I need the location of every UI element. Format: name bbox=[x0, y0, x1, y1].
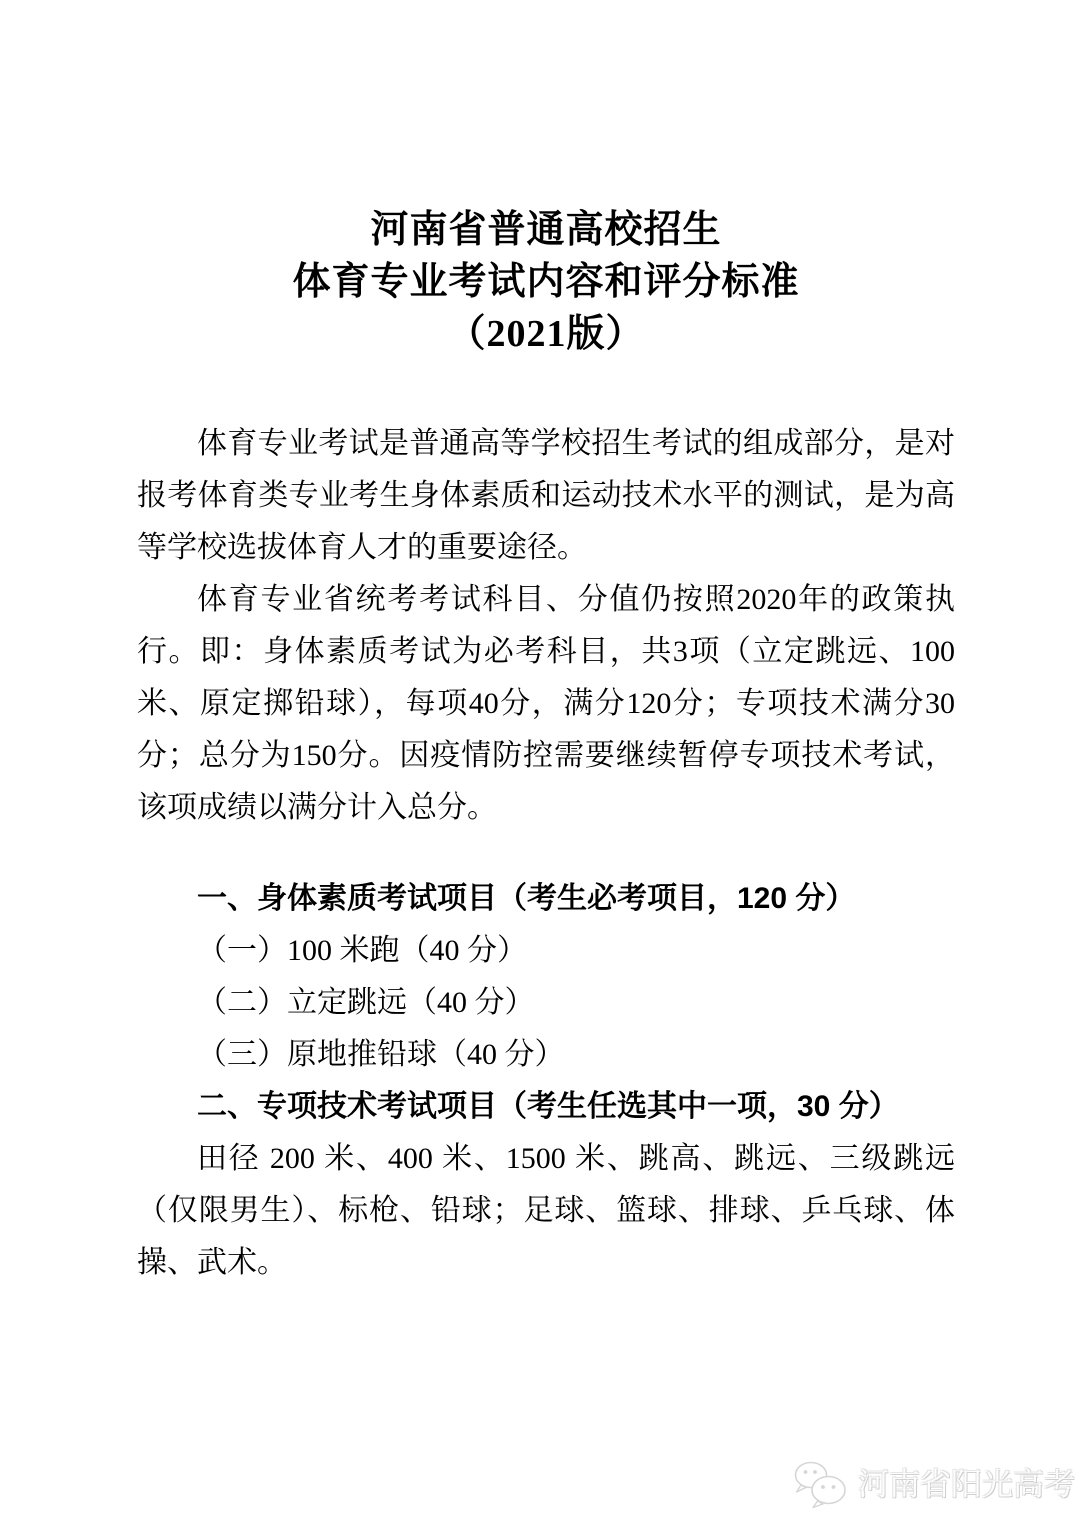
list-item-standing-long-jump: （二）立定跳远（40 分） bbox=[197, 986, 535, 1019]
list-item-100m-run: （一）100 米跑（40 分） bbox=[197, 934, 527, 967]
list-item-shot-put: （三）原地推铅球（40 分） bbox=[197, 1038, 565, 1071]
section2-heading: 二、专项技术考试项目（考生任选其中一项，30 分） bbox=[197, 1090, 899, 1123]
document-content bbox=[137, 0, 955, 1289]
title-line-2: 体育专业考试内容和评分标准 bbox=[292, 261, 800, 303]
policy-paragraph: 体育专业省统考考试科目、分值仍按照2020年的政策执行。即：身体素质考试为必考科目，共3项（立定跳远、100米、原定掷铅球），每项40分，满分120分；专项技术满分30分；总分为150分。因疫情防控需要继续暂停专项技术考试，该项成绩以满分计入总分。 bbox=[137, 583, 955, 824]
wechat-icon bbox=[790, 1459, 852, 1509]
watermark-label: 河南省阳光高考 bbox=[858, 1466, 1075, 1502]
watermark bbox=[790, 1458, 1075, 1510]
page-title bbox=[137, 204, 955, 360]
title-line-3: （2021版） bbox=[447, 313, 645, 355]
title-line-1: 河南省普通高校招生 bbox=[370, 209, 722, 251]
intro-paragraph: 体育专业考试是普通高等学校招生考试的组成部分，是对报考体育类专业考生身体素质和运动技术水平的测试，是为高等学校选拔体育人才的重要途径。 bbox=[137, 427, 955, 564]
section1-heading: 一、身体素质考试项目（考生必考项目，120 分） bbox=[197, 882, 856, 915]
section2-paragraph: 田径 200 米、400 米、1500 米、跳高、跳远、三级跳远（仅限男生）、标枪、铅球；足球、篮球、排球、乒乓球、体操、武术。 bbox=[137, 1142, 955, 1279]
